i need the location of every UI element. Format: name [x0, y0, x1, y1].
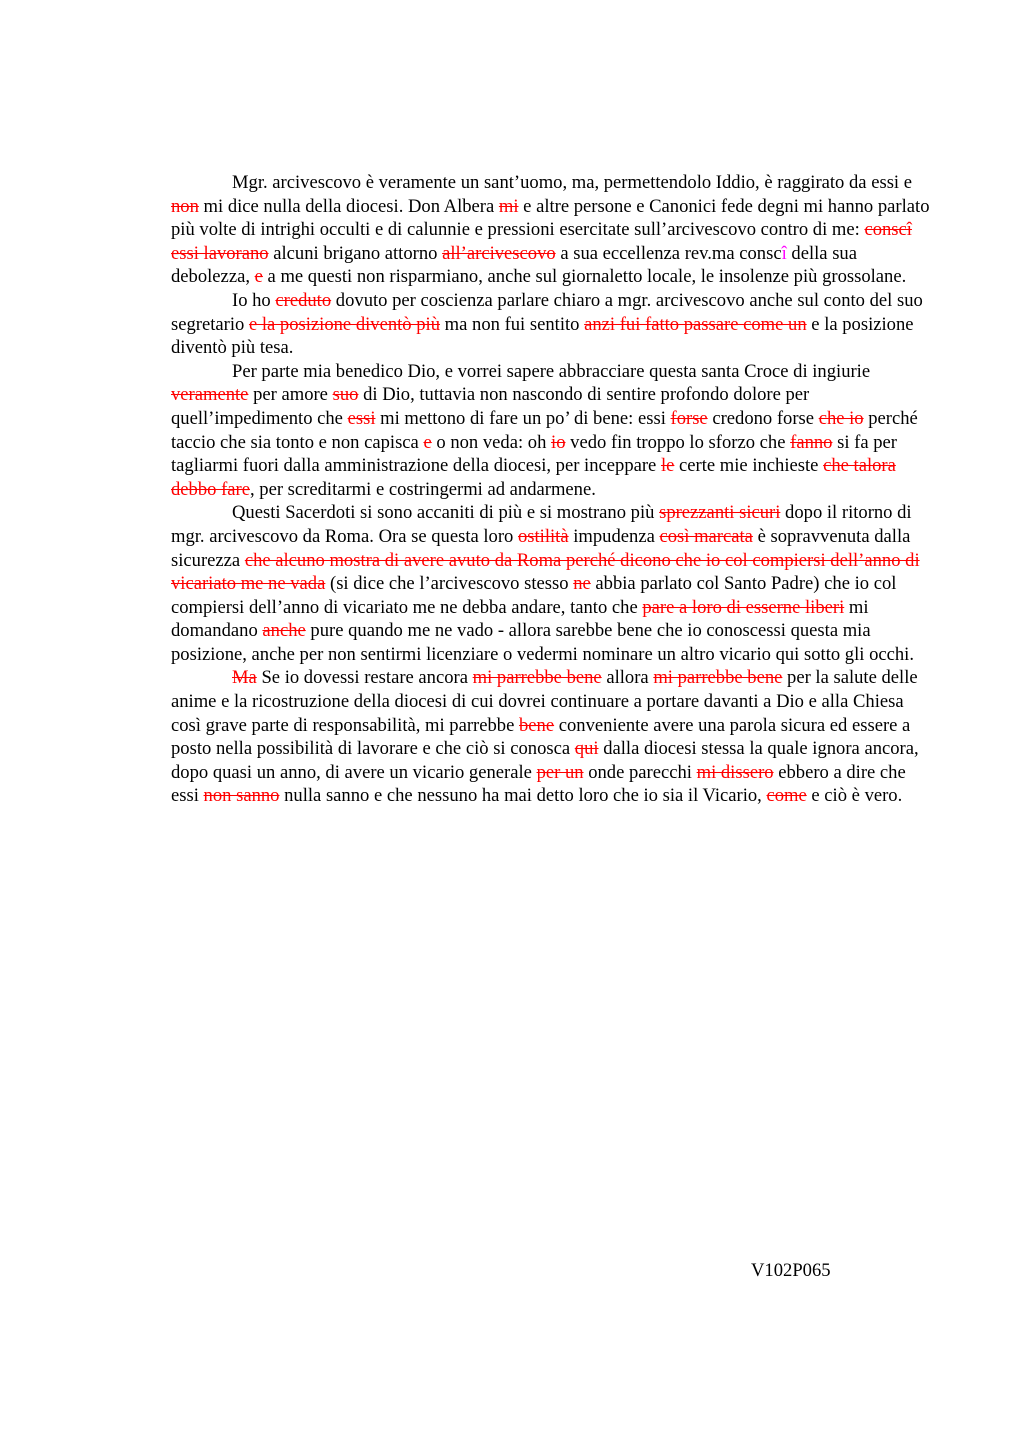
deleted-text: sprezzanti sicuri — [659, 502, 781, 524]
deleted-text: veramente — [171, 384, 249, 406]
text-run: perché taccio che sia tonto e non capisca — [171, 407, 918, 453]
deleted-text: e — [423, 431, 432, 453]
paragraph-1 — [171, 171, 931, 289]
deleted-text: non sanno — [203, 785, 280, 807]
deleted-text: bene — [519, 714, 555, 736]
deleted-text: io — [551, 431, 566, 453]
text-run: alcuni brigano attorno — [268, 242, 443, 264]
text-run: abbia parlato col Santo Padre) che io col compiersi dell’anno di vicariato me ne debba andare, tanto che — [171, 573, 897, 618]
deleted-text: che talora debbo fare — [171, 455, 896, 500]
text-run: è sopravvenuta dalla sicurezza — [171, 525, 911, 571]
deleted-text: suo — [332, 384, 359, 406]
text-run: o non veda: oh — [431, 431, 552, 453]
deleted-text: mi parrebbe bene — [472, 667, 602, 689]
paragraph-2 — [171, 289, 931, 360]
text-run: e altre persone e Canonici fede degni mi hanno parlato più volte di intrighi occulti e di calunnie e pressioni esercitate sull’arcivescovo contro di me: — [171, 195, 930, 241]
deleted-text: anche — [262, 620, 306, 642]
deleted-text: ne — [573, 573, 591, 595]
deleted-text: non — [171, 195, 199, 217]
text-run: per amore — [248, 384, 333, 406]
deleted-text: all’arcivescovo — [442, 242, 556, 264]
text-run: , per screditarmi e costringermi ad andarmene. — [249, 478, 596, 500]
text-run: dopo il ritorno di mgr. arcivescovo da Roma. Ora se questa loro — [171, 502, 912, 547]
text-run: Questi Sacerdoti si sono accaniti di più e si mostrano più — [232, 502, 660, 524]
deleted-text: anzi fui fatto passare come un — [584, 313, 807, 335]
deleted-text: mi dissero — [696, 761, 774, 783]
deleted-text: come — [766, 785, 807, 807]
deleted-text: per un — [536, 761, 584, 783]
text-run: ma non fui sentito — [440, 313, 585, 335]
text-run: onde parecchi — [583, 761, 697, 783]
document-body — [171, 171, 931, 808]
text-run: certe mie inchieste — [674, 455, 824, 477]
text-run: conveniente avere una parola sicura ed essere a posto nella possibilità di lavorare e che ciò si conosca — [171, 714, 911, 760]
text-run: e la posizione diventò più tesa. — [171, 313, 914, 359]
text-run: mi domandano — [171, 596, 869, 642]
text-run: pure quando me ne vado - allora sarebbe bene che io conoscessi questa mia posizione, anche per non sentirmi licenziare o vedermi nominare un altro vicario qui sotto gli occhi. — [171, 620, 914, 665]
text-run: per la salute delle anime e la ricostruzione della diocesi di cui dovrei continuare a portare davanti a Dio e alla Chiesa così grave parte di responsabilità, mi parrebbe — [171, 667, 918, 736]
deleted-text: e la posizione diventò più — [248, 313, 441, 335]
text-run: nulla sanno e che nessuno ha mai detto loro che io sia il Vicario, — [279, 785, 767, 807]
deleted-text: conscî essi lavorano — [171, 219, 912, 264]
text-run: impudenza — [568, 525, 660, 547]
paragraph-5 — [171, 666, 931, 808]
text-run: mi dice nulla della diocesi. Don Albera — [198, 195, 499, 217]
text-run: mi mettono di fare un po’ di bene: essi — [375, 407, 671, 429]
deleted-text: pare a loro di esserne liberi — [642, 596, 845, 618]
deleted-text: fanno — [790, 431, 833, 453]
deleted-text: ostilità — [517, 525, 569, 547]
paragraph-4 — [171, 501, 931, 666]
text-run: ebbero a dire che essi — [171, 761, 906, 807]
text-run: (si dice che l’arcivescovo stesso — [325, 573, 574, 595]
deleted-text: essi — [347, 407, 376, 429]
deleted-text: mi — [498, 195, 519, 217]
text-run: vedo fin troppo lo sforzo che — [565, 431, 791, 453]
text-run: e ciò è vero. — [806, 785, 903, 807]
text-run: a sua eccellenza rev.ma consc — [555, 242, 782, 264]
text-run: credono forse — [707, 407, 819, 429]
text-run: Per parte mia benedico Dio, e vorrei sapere abbracciare questa santa Croce di ingiurie — [232, 360, 871, 382]
text-run: Se io dovessi restare ancora — [256, 667, 473, 689]
deleted-text: che io — [818, 407, 864, 429]
deleted-text: creduto — [275, 289, 332, 311]
page-code: V102P065 — [751, 1260, 831, 1281]
text-run: si fa per tagliarmi fuori dalla amministrazione della diocesi, per inceppare — [171, 431, 898, 477]
deleted-text: che alcuno mostra di avere avuto da Roma perché dicono che io col compiersi dell’anno di vicariato me ne vada — [171, 549, 920, 595]
text-run: dalla diocesi stessa la quale ignora ancora, dopo quasi un anno, di avere un vicario generale — [171, 738, 919, 783]
text-run: Mgr. arcivescovo è veramente un sant’uomo, ma, permettendolo Iddio, è raggirato da essi e — [232, 172, 912, 193]
deleted-text: e — [254, 266, 263, 288]
deleted-text: le — [660, 455, 675, 477]
text-run: della sua debolezza, — [171, 242, 857, 288]
text-run: di Dio, tuttavia non nascondo di sentire profondo dolore per quell’impedimento che — [171, 384, 810, 429]
text-run: Io ho — [232, 289, 276, 311]
accent-insertion: î — [781, 242, 787, 264]
paragraph-3 — [171, 360, 931, 502]
deleted-text: forse — [670, 407, 708, 429]
deleted-text: così marcata — [659, 525, 753, 547]
deleted-text: mi parrebbe bene — [653, 667, 783, 689]
text-run: a me questi non risparmiano, anche sul giornaletto locale, le insolenze più grossolane. — [262, 266, 907, 288]
deleted-text: qui — [574, 738, 599, 760]
text-run: dovuto per coscienza parlare chiaro a mgr. arcivescovo anche sul conto del suo segretario — [171, 289, 923, 335]
deleted-text: Ma — [232, 667, 257, 689]
text-run: allora — [601, 667, 654, 689]
